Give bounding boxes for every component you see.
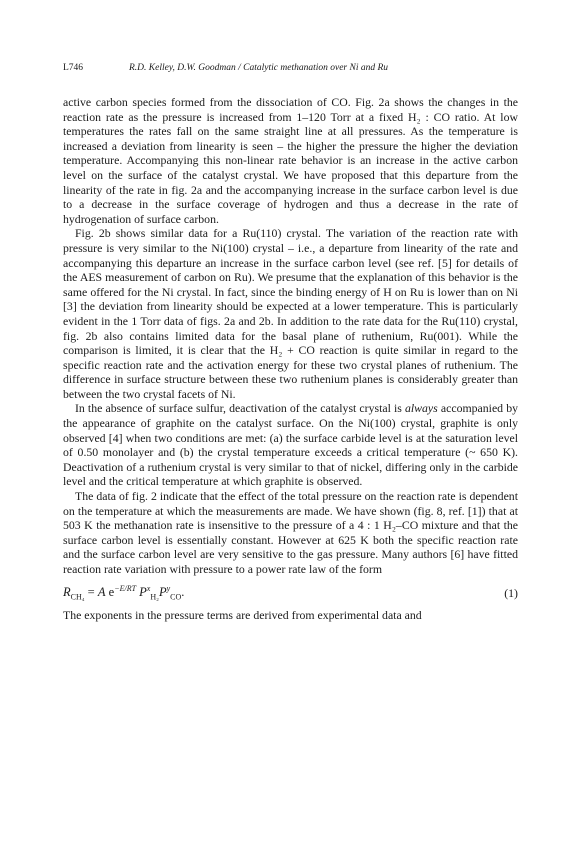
eq-prefactor: A — [97, 584, 106, 599]
eq-rate-subscript: CH₄ — [70, 592, 85, 602]
eq-p1-exponent: x — [146, 583, 151, 593]
article-body — [63, 95, 518, 622]
eq-exponent: −E/RT — [114, 583, 137, 593]
eq-p2: P — [158, 584, 167, 599]
eq-exp-base: e — [105, 584, 115, 599]
running-head — [63, 62, 518, 74]
paragraph-3-end: accompanied by the appearance of graphite on the catalyst surface. On the Ni(100) crystal, graphite is only observed [4] when two conditions are met: (a) the surface carbide level is at the saturation level of 0.50 monolayer and (b) the crystal temperature exceeds a critical temperature (~ 650 K). Deactivation of a ruthenium crystal is very similar to that of nickel, differing only in the carbide level and the critical temperature at which graphite is observed. — [63, 401, 518, 489]
eq-p2-subscript: CO — [170, 592, 182, 602]
paragraph-3-start: In the absence of surface sulfur, deactivation of the catalyst crystal is — [75, 401, 405, 416]
equation-1 — [63, 583, 518, 605]
eq-end: . — [181, 584, 185, 599]
page-number: L746 — [63, 63, 84, 73]
paragraph-3 — [63, 401, 518, 489]
emphasis-always: always — [404, 401, 438, 416]
paragraph-2: Fig. 2b shows similar data for a Ru(110) crystal. The variation of the reaction rate with pressure is very similar to the Ni(100) crystal – i.e., a departure from linearity of the rate and accompanying this departure an increase in the surface carbon level (see ref. [5] for details of the AES measurement of carbon on Ru). We presume that the explanation of this behavior is the same offered for the Ni crystal. In fact, since the binding energy of H on Ru is lower than on Ni [3] the deviation from linearity should be expected at a lower temperature. This is particularly evident in the 1 Torr data of figs. 2a and 2b. In addition to the rate data for the Ru(110) crystal, fig. 2b also contains limited data for the basal plane of ruthenium, Ru(001). While the comparison is limited, it is clear that the H₂ + CO reaction is quite similar in regard to the specific reaction rate and the activation energy for these two crystal planes of ruthenium. The difference in surface structure between these two ruthenium planes is considerably greater than between the two crystal facets of Ni. — [63, 226, 518, 401]
paragraph-4: The data of fig. 2 indicate that the effect of the total pressure on the reaction rate is dependent on the temperature at which the measurements are made. We have shown (fig. 8, ref. [1]) that at 503 K the methanation rate is insensitive to the pressure of a 4 : 1 H₂–CO mixture and that the surface carbon level is essentially constant. However at 625 K both the specific reaction rate and the surface carbon level are very sensitive to the gas pressure. Many authors [6] have fitted reaction rate variation with pressure to a power rate law of the form — [63, 489, 518, 576]
eq-equals: = — [84, 584, 98, 599]
eq-p2-exponent: y — [166, 583, 171, 593]
running-title: R.D. Kelley, D.W. Goodman / Catalytic methanation over Ni and Ru — [129, 63, 389, 73]
paragraph-5: The exponents in the pressure terms are derived from experimental data and — [63, 607, 422, 622]
eq-rate-symbol: R — [63, 584, 71, 599]
equation-number: (1) — [504, 585, 518, 600]
equation-expression — [63, 585, 184, 600]
paragraph-1: active carbon species formed from the dissociation of CO. Fig. 2a shows the changes in the reaction rate as the pressure is increased from 1–120 Torr at a fixed H₂ : CO ratio. At low temperatures the rates fall on the same straight line at all pressures. As the temperature is increased a deviation from linearity is seen – the higher the pressure the higher the deviation temperature. Accompanying this non-linear rate behavior is an increase in the active carbon level on the surface of the catalyst crystal. We have proposed that this departure from the linearity of the rate in fig. 2a and the accompanying increase in the surface carbon level is due to a decrease in the surface coverage of hydrogen and thus a decrease in the rate of hydrogenation of surface carbon. — [63, 95, 518, 226]
eq-p1-subscript: H₂ — [150, 592, 159, 602]
eq-p1: P — [136, 584, 147, 599]
